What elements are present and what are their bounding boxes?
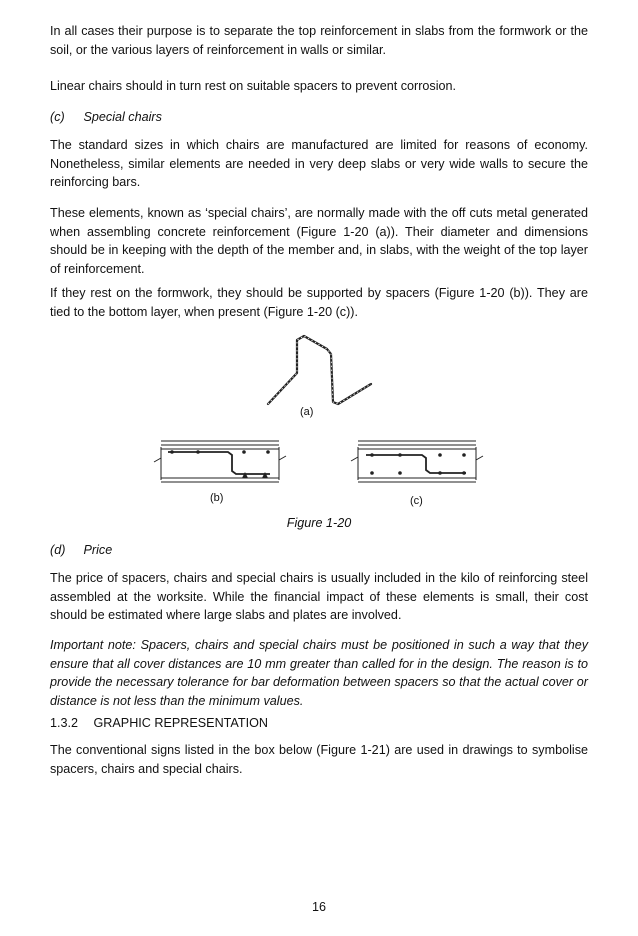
heading-label: (d) [50,543,66,557]
paragraph-conventional-signs: The conventional signs listed in the box below (Figure 1-21) are used in drawings to symbolise spacers, chairs and special chairs. [50,743,588,776]
heading-title: Price [83,543,113,557]
paragraph-linear-chairs: Linear chairs should in turn rest on suitable spacers to prevent corrosion. [50,79,457,93]
figure-label-c: (c) [410,495,423,507]
figure-label-a: (a) [300,406,314,418]
paragraph-standard-sizes: The standard sizes in which chairs are manufactured are limited for reasons of economy. Nonetheless, similar elements are needed in very deep slabs or very wide walls to secure the reinforcing bars. [50,138,588,190]
heading-title: Special chairs [83,110,162,124]
paragraph-price: The price of spacers, chairs and special chairs is usually included in the kilo of reinforcing steel assembled at the worksite. While the financial impact of these elements is small, their cost should be estimated where large slabs and plates are involved. [50,571,588,623]
section-title: GRAPHIC REPRESENTATION [93,716,268,730]
heading-price [50,541,112,559]
paragraph-formwork: If they rest on the formwork, they should be supported by spacers (Figure 1-20 (b)). They are tied to the bottom layer, when present (Figure 1-20 (c)). [50,286,588,319]
paragraph-special-chairs: These elements, known as ‘special chairs’, are normally made with the off cuts metal generated when assembling concrete reinforcement (Figure 1-20 (a)). Their diameter and dimensions should be in keeping with the depth of the member and, in slabs, with the weight of the top layer of reinforcement. [50,206,588,276]
page-number: 16 [311,900,326,914]
paragraph-important-note: Important note: Spacers, chairs and special chairs must be positioned in such a way that they ensure that all cover distances are 10 mm greater than called for in the design. The reason is to provide the necessary tolerance for bar deformation between spacers so that the actual cover or distance is not less than the minimum values. [50,638,588,708]
heading-label: (c) [50,110,65,124]
section-number: 1.3.2 [50,716,79,730]
heading-graphic-representation [50,714,268,732]
figure-c-section [351,441,483,482]
paragraph-purpose: In all cases their purpose is to separate the top reinforcement in slabs from the formwork or the soil, or the various layers of reinforcement in walls or similar. [50,24,588,57]
figure-caption: Figure 1-20 [286,516,352,530]
figure-label-b: (b) [210,492,224,504]
